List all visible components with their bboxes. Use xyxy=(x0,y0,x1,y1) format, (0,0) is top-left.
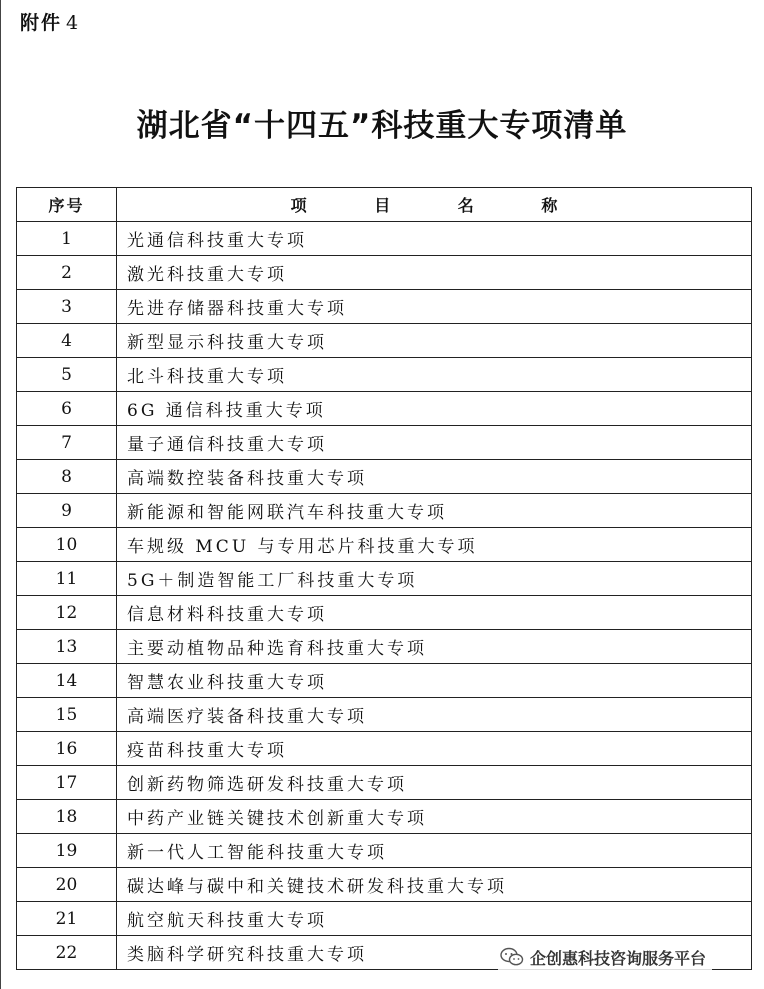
row-serial-number: 11 xyxy=(17,562,117,596)
table-row xyxy=(17,460,752,494)
row-serial-number: 8 xyxy=(17,460,117,494)
row-serial-number: 5 xyxy=(17,358,117,392)
table-row xyxy=(17,732,752,766)
row-project-name: 航空航天科技重大专项 xyxy=(117,902,752,936)
row-project-name: 新一代人工智能科技重大专项 xyxy=(117,834,752,868)
row-project-name: 类脑科学研究科技重大专项 xyxy=(117,936,752,970)
row-serial-number: 22 xyxy=(17,936,117,970)
row-serial-number: 21 xyxy=(17,902,117,936)
table-row xyxy=(17,630,752,664)
watermark xyxy=(498,944,712,970)
table-row xyxy=(17,698,752,732)
row-project-name: 高端医疗装备科技重大专项 xyxy=(117,698,752,732)
row-project-name: 北斗科技重大专项 xyxy=(117,358,752,392)
row-project-name: 光通信科技重大专项 xyxy=(117,222,752,256)
row-serial-number: 19 xyxy=(17,834,117,868)
table-row xyxy=(17,392,752,426)
row-project-name: 新型显示科技重大专项 xyxy=(117,324,752,358)
wechat-icon xyxy=(500,947,524,967)
row-serial-number: 6 xyxy=(17,392,117,426)
row-serial-number: 3 xyxy=(17,290,117,324)
table-row xyxy=(17,324,752,358)
row-serial-number: 16 xyxy=(17,732,117,766)
row-project-name: 智慧农业科技重大专项 xyxy=(117,664,752,698)
row-project-name: 主要动植物品种选育科技重大专项 xyxy=(117,630,752,664)
row-project-name: 中药产业链关键技术创新重大专项 xyxy=(117,800,752,834)
table-row xyxy=(17,562,752,596)
table-row xyxy=(17,766,752,800)
row-project-name: 车规级 MCU 与专用芯片科技重大专项 xyxy=(117,528,752,562)
watermark-text: 企创惠科技咨询服务平台 xyxy=(530,948,707,968)
row-project-name: 新能源和智能网联汽车科技重大专项 xyxy=(117,494,752,528)
row-serial-number: 7 xyxy=(17,426,117,460)
row-serial-number: 18 xyxy=(17,800,117,834)
row-serial-number: 15 xyxy=(17,698,117,732)
table-header-row xyxy=(17,188,752,222)
attachment-label xyxy=(20,8,80,35)
table-row xyxy=(17,528,752,562)
table-row xyxy=(17,902,752,936)
row-project-name: 先进存储器科技重大专项 xyxy=(117,290,752,324)
row-serial-number: 17 xyxy=(17,766,117,800)
row-serial-number: 12 xyxy=(17,596,117,630)
row-project-name: 创新药物筛选研发科技重大专项 xyxy=(117,766,752,800)
row-project-name: 5G＋制造智能工厂科技重大专项 xyxy=(117,562,752,596)
row-serial-number: 10 xyxy=(17,528,117,562)
table-row xyxy=(17,834,752,868)
row-serial-number: 14 xyxy=(17,664,117,698)
table-row xyxy=(17,426,752,460)
table-row xyxy=(17,222,752,256)
table-row xyxy=(17,868,752,902)
attachment-number: 4 xyxy=(66,12,81,34)
row-project-name: 6G 通信科技重大专项 xyxy=(117,392,752,426)
project-table xyxy=(16,187,752,970)
row-project-name: 疫苗科技重大专项 xyxy=(117,732,752,766)
row-serial-number: 4 xyxy=(17,324,117,358)
row-project-name: 量子通信科技重大专项 xyxy=(117,426,752,460)
table-row xyxy=(17,596,752,630)
row-project-name: 高端数控装备科技重大专项 xyxy=(117,460,752,494)
header-serial-number: 序号 xyxy=(17,188,117,222)
row-project-name: 碳达峰与碳中和关键技术研发科技重大专项 xyxy=(117,868,752,902)
table-row xyxy=(17,290,752,324)
row-project-name: 信息材料科技重大专项 xyxy=(117,596,752,630)
table-row xyxy=(17,358,752,392)
attachment-label-text: 附件 xyxy=(20,12,63,34)
document-title: 湖北省“十四五”科技重大专项清单 xyxy=(136,108,628,144)
row-serial-number: 1 xyxy=(17,222,117,256)
row-serial-number: 2 xyxy=(17,256,117,290)
header-project-name: 项 目 名 称 xyxy=(117,188,752,222)
row-serial-number: 20 xyxy=(17,868,117,902)
row-serial-number: 9 xyxy=(17,494,117,528)
table-row xyxy=(17,256,752,290)
table-row xyxy=(17,664,752,698)
table-row xyxy=(17,800,752,834)
row-serial-number: 13 xyxy=(17,630,117,664)
page-edge xyxy=(0,0,1,989)
row-project-name: 激光科技重大专项 xyxy=(117,256,752,290)
table-row xyxy=(17,494,752,528)
